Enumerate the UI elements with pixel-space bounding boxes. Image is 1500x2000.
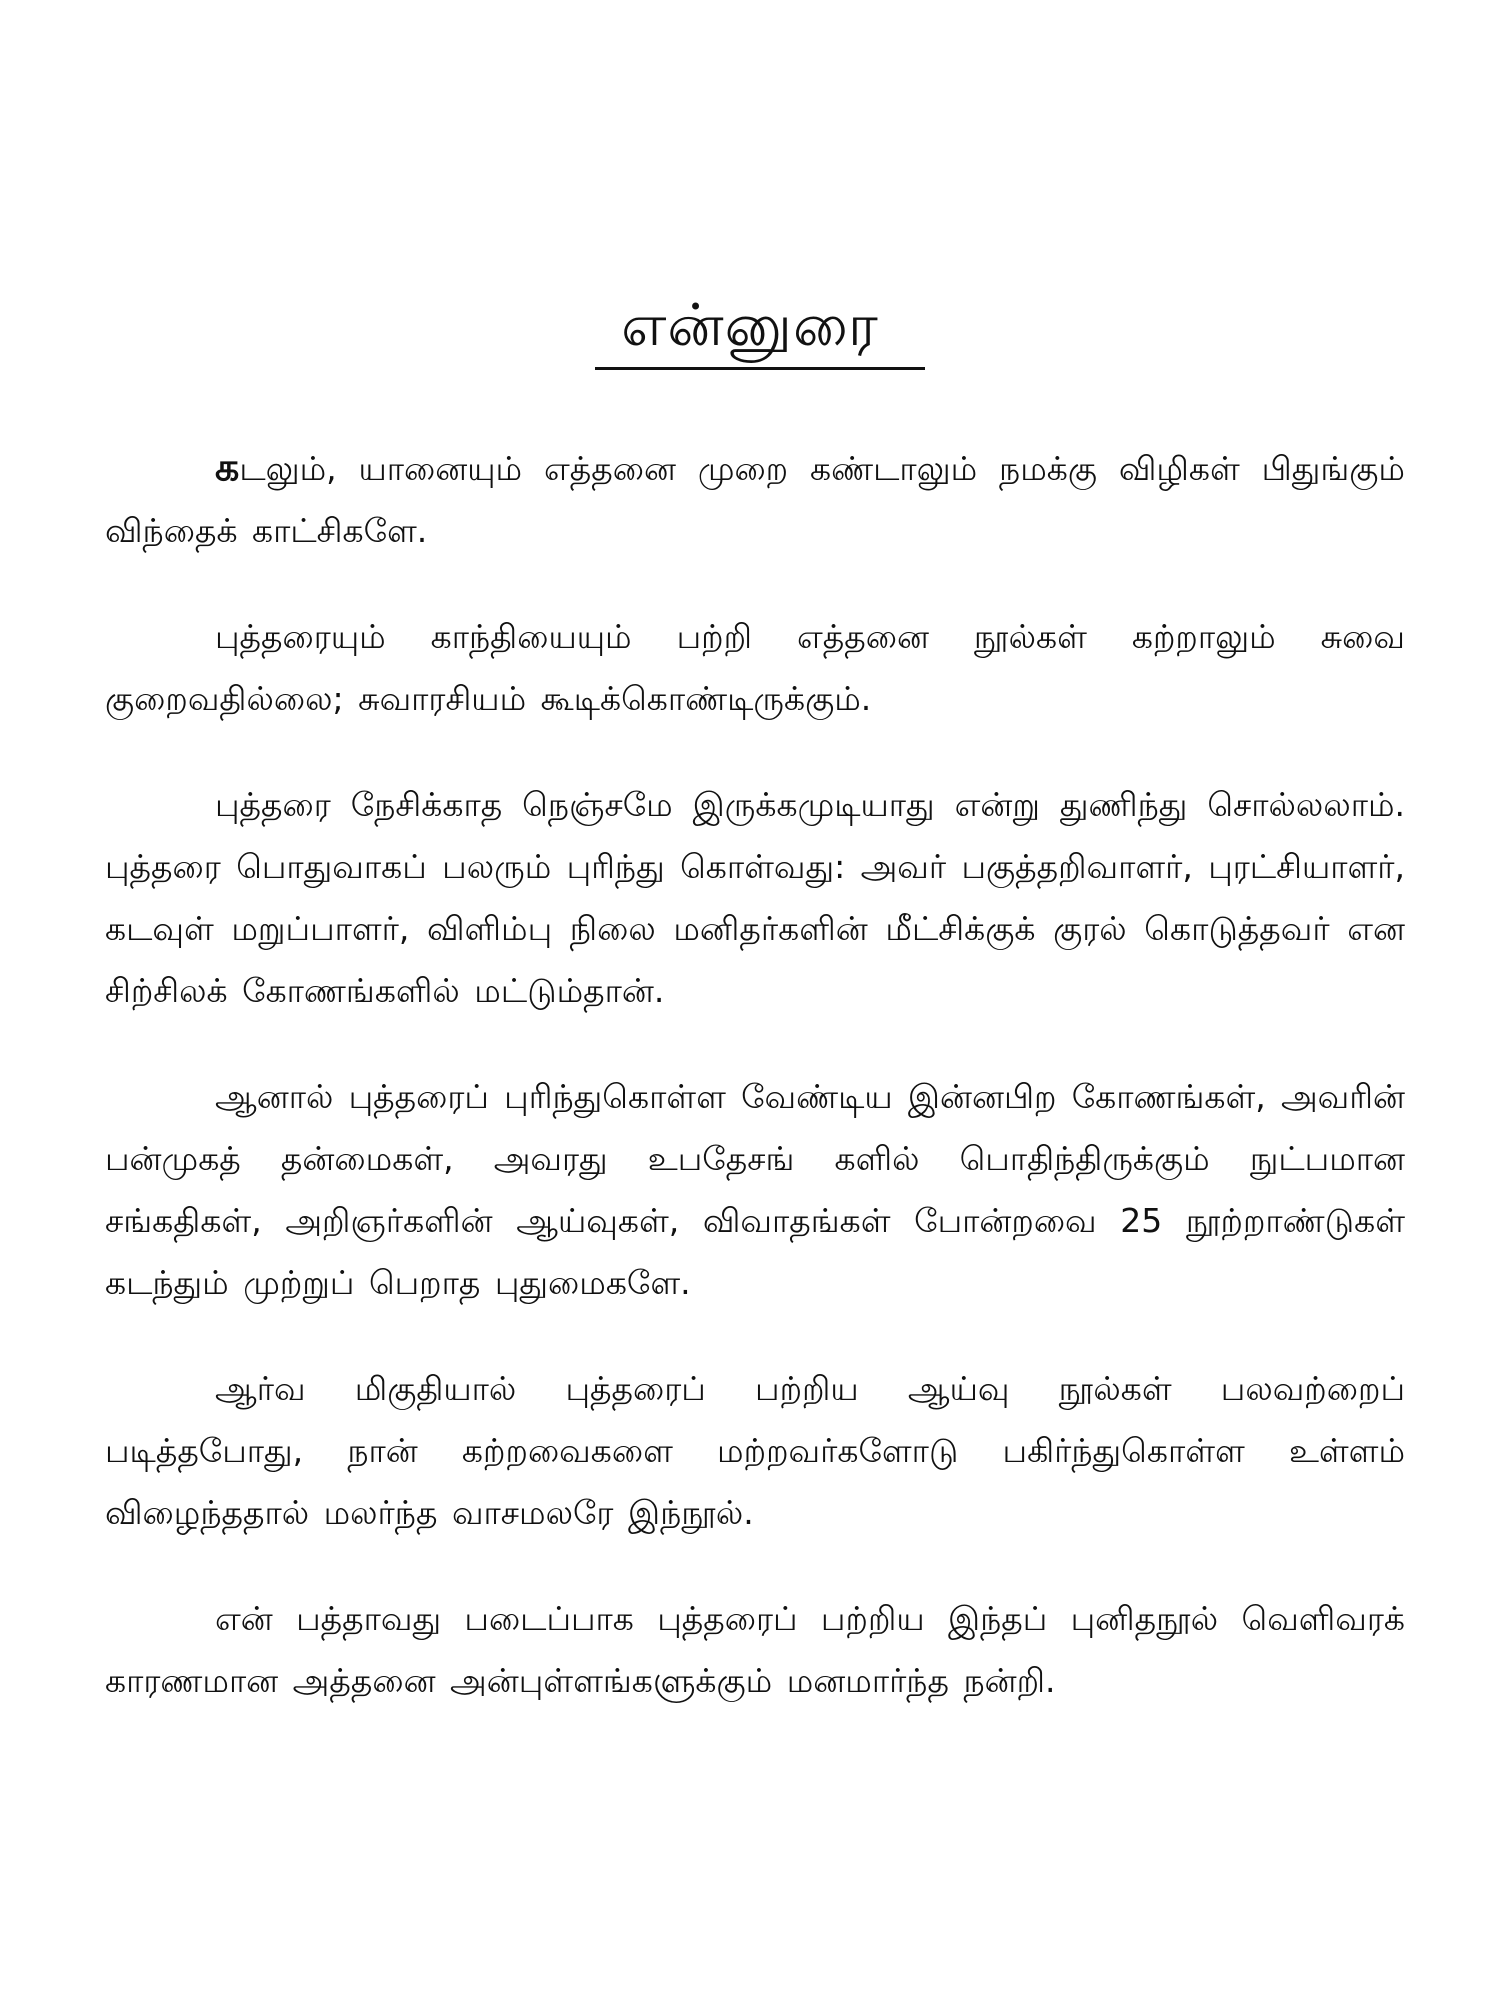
paragraph-5: ஆர்வ மிகுதியால் புத்தரைப் பற்றிய ஆய்வு நூல்கள் பலவற்றைப் படித்தபோது, நான் கற்றவைகளை மற்றவர்களோடு பகிர்ந்துகொள்ள உள்ளம் விழைந்ததால் மலர்ந்த வாசமலரே இந்நூல். — [105, 1369, 1405, 1532]
paragraph-4: ஆனால் புத்தரைப் புரிந்துகொள்ள வேண்டிய இன்னபிற கோணங்கள், அவரின் பன்முகத் தன்மைகள், அவரது உபதேசங் களில் பொதிந்திருக்கும் நுட்பமான சங்கதிகள், அறிஞர்களின் ஆய்வுகள், விவாதங்கள் போன்றவை 25 நூற்றாண்டுகள் கடந்தும் முற்றுப் பெறாத புதுமைகளே. — [105, 1077, 1405, 1302]
title-underline — [595, 367, 925, 370]
page-title: என்னுரை — [621, 291, 879, 359]
body-text — [105, 436, 1405, 1756]
paragraph-6: என் பத்தாவது படைப்பாக புத்தரைப் பற்றிய இந்தப் புனிதநூல் வெளிவரக் காரணமான அத்தனை அன்புள்ளங்களுக்கும் மனமார்ந்த நன்றி. — [105, 1599, 1405, 1700]
paragraph-2: புத்தரையும் காந்தியையும் பற்றி எத்தனை நூல்கள் கற்றாலும் சுவை குறைவதில்லை; சுவாரசியம் கூடிக்கொண்டிருக்கும். — [105, 617, 1405, 718]
paragraph-3: புத்தரை நேசிக்காத நெஞ்சமே இருக்கமுடியாது என்று துணிந்து சொல்லலாம். புத்தரை பொதுவாகப் பலரும் புரிந்து கொள்வது: அவர் பகுத்தறிவாளர், புரட்சியாளர், கடவுள் மறுப்பாளர், விளிம்பு நிலை மனிதர்களின் மீட்சிக்குக் குரல் கொடுத்தவர் என சிற்சிலக் கோணங்களில் மட்டும்தான். — [105, 785, 1405, 1010]
heading-container — [0, 285, 1500, 365]
paragraph-1 — [105, 436, 1405, 562]
paragraph-1-lead-letter: க — [215, 445, 240, 489]
paragraph-1-text: டலும், யானையும் எத்தனை முறை கண்டாலும் நமக்கு விழிகள் பிதுங்கும் விந்தைக் காட்சிகளே. — [105, 449, 1405, 550]
